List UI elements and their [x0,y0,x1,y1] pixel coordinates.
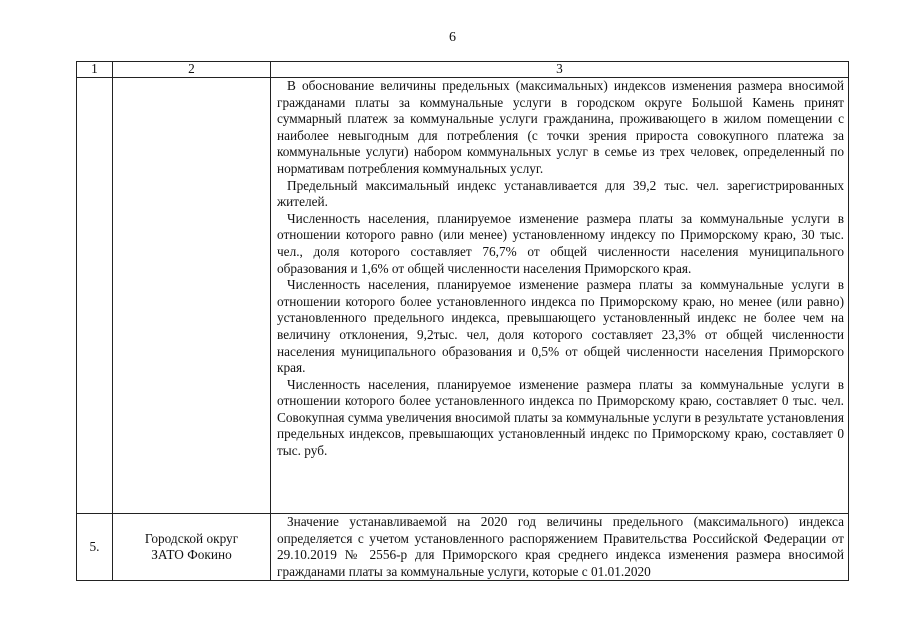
column-number-row [77,62,849,78]
page-number: 6 [449,30,456,45]
paragraph-justification: В обоснование величины предельных (максимальных) индексов изменения размера вносимой гражданами платы за коммунальные услуги в городском округе Большой Камень принят суммарный платеж за коммунальные услуги гражданина, проживающего в жилом помещении с наиболее невыгодным для потребления (с точки зрения прироста совокупного платежа за коммунальные услуги) набором коммунальных услуг в семье из трех человек, определенный по нормативам потребления коммунальных услуг. [277,78,844,176]
row-number: 5. [77,514,113,581]
column-number-2: 2 [113,62,271,78]
paragraph-population-above-index: Численность населения, планируемое изменение размера платы за коммунальные услуги в отношении которого более установленного индекса по Приморскому краю, составляет 0 тыс. чел. Совокупная сумма увеличения вносимой платы за коммунальные услуги в результате установления предельных индексов, превышающих установленный индекс по Приморскому краю, составляет 0 тыс. руб. [277,376,844,459]
justification-text-cell [271,78,849,514]
municipality-name-line-2: ЗАТО Фокино [151,547,232,563]
table-row-continued [77,78,849,514]
municipality-name-line-1: Городской округ [144,530,239,546]
column-number-1: 1 [77,62,113,78]
table-row-5 [77,514,849,581]
column-number-3: 3 [271,62,849,78]
paragraph-registered-residents: Предельный максимальный индекс устанавливается для 39,2 тыс. чел. зарегистрированных жителей. [277,177,844,210]
paragraph-population-within-index: Численность населения, планируемое изменение размера платы за коммунальные услуги в отношении которого равно (или менее) установленному индексу по Приморскому краю, 30 тыс. чел., доля которого составляет 76,7% от общей численности населения муниципального образования и 1,6% от общей численности населения Приморского края. [277,210,844,276]
row-number-cell-empty [77,78,113,514]
municipal-index-table [76,61,849,581]
municipality-cell-empty [113,78,271,514]
index-description-cell [271,514,849,581]
municipality-name [113,514,271,581]
paragraph-index-value: Значение устанавливаемой на 2020 год величины предельного (максимального) индекса определяется с учетом установленного распоряжением Правительства Российской Федерации от 29.10.2019 № 2556-р для Приморского края среднего индекса изменения размера вносимой гражданами платы за коммунальные услуги, которые с 01.01.2020 [277,514,844,579]
paragraph-population-within-deviation: Численность населения, планируемое изменение размера платы за коммунальные услуги в отношении которого более установленного индекса по Приморскому краю, но менее (или равно) установленного предельного индекса, превышающего установленный индекс не более чем на величину отклонения, 9,2тыс. чел, доля которого составляет 23,3% от общей численности населения муниципального образования и 0,5% от общей численности населения Приморского края. [277,277,844,376]
